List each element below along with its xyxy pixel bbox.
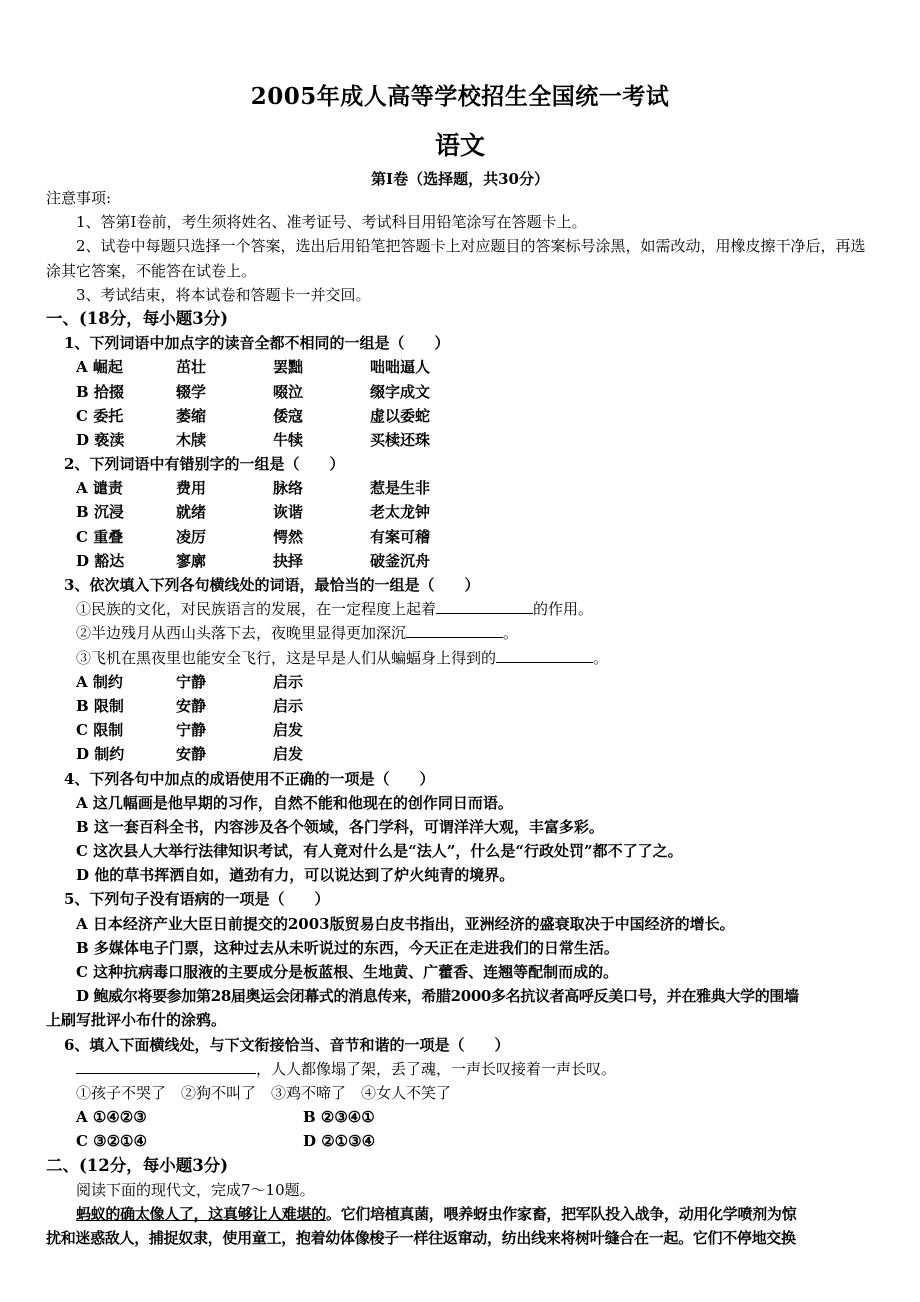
q6-options-row-1: A ①④②③ B ②③④① (76, 1108, 375, 1127)
fill-blank (496, 646, 593, 663)
q6-items: ①孩子不哭了 ②狗不叫了 ③鸡不啼了 ④女人不笑了 (76, 1083, 452, 1102)
notes-heading: 注意事项: (46, 189, 112, 207)
q5-option-a: A 日本经济产业大臣日前提交的2003版贸易白皮书指出，亚洲经济的盛衰取决于中国经济的增长。 (76, 914, 735, 933)
q3-option-d: D 制约 安静 启发 (76, 745, 304, 764)
note-item-2: 2、试卷中每题只选择一个答案，选出后用铅笔把答题卡上对应题目的答案标号涂黑，如需改动，用橡皮擦干净后，再选涂其它答案，不能答在试卷上。 (46, 237, 866, 280)
question-5-stem: 5、下列句子没有语病的一项是（ ） (64, 890, 330, 909)
q5-option-d: D 鲍威尔将要参加第28届奥运会闭幕式的消息传来，希腊2000多名抗议者高呼反美口号，并在雅典大学的围墙 (76, 987, 799, 1006)
exam-content (46, 186, 878, 1250)
q5-option-c: C 这种抗病毒口服液的主要成分是板蓝根、生地黄、广藿香、连翘等配制而成的。 (76, 963, 619, 982)
question-1-stem: 1、下列词语中加点字的读音全都不相同的一组是（ ） (64, 334, 450, 353)
q2-option-c: C 重叠 凌厉 愕然 有案可稽 (76, 527, 431, 546)
question-3-stem: 3、依次填入下列各句横线处的词语，最恰当的一组是（ ） (64, 576, 480, 595)
passage-line-1: 蚂蚁的确太像人了，这真够让人难堪的。它们培植真菌，喂养蚜虫作家畜，把军队投入战争，动用化学喷剂为惊 (76, 1204, 797, 1223)
section1-heading: 一、(18分，每小题3分) (46, 308, 229, 328)
note-item-3: 3、考试结束，将本试卷和答题卡一并交回。 (76, 285, 371, 304)
q3-option-c: C 限制 宁静 启发 (76, 721, 304, 740)
q4-option-a: A 这几幅画是他早期的习作，自然不能和他现在的创作同日而语。 (76, 793, 513, 812)
fill-blank (436, 597, 533, 614)
q4-option-d: D 他的草书挥洒自如，遒劲有力，可以说达到了炉火纯青的境界。 (76, 866, 515, 885)
fill-blank (406, 621, 503, 638)
q3-sentence-3: ③飞机在黑夜里也能安全飞行，这是早是人们从蝙蝠身上得到的 。 (46, 646, 878, 670)
section2-intro: 阅读下面的现代文，完成7～10题。 (76, 1180, 315, 1199)
q1-option-a: A 崛起 茁壮 罢黜 咄咄逼人 (76, 358, 431, 377)
question-2-stem: 2、下列词语中有错别字的一组是（ ） (64, 455, 345, 474)
question-6-stem: 6、填入下面横线处，与下文衔接恰当、音节和谐的一项是（ ） (64, 1035, 510, 1054)
q4-option-c: C 这次县人大举行法律知识考试，有人竟对什么是“法人”，什么是“行政处罚”都不了了之。 (76, 842, 683, 861)
q1-option-d: D 亵渎 木牍 牛犊 买椟还珠 (76, 430, 431, 449)
passage-line-2: 扰和迷惑敌人，捕捉奴隶，使用童工，抱着幼体像梭子一样往返窜动，纺出线来将树叶缝合在一起。它们不停地交换 (46, 1229, 796, 1248)
exam-title: 2005年成人高等学校招生全国统一考试 (250, 83, 670, 110)
subject-title: 语文 (434, 131, 485, 160)
section2-heading: 二、(12分，每小题3分) (46, 1155, 229, 1175)
q2-option-d: D 豁达 寥廓 抉择 破釜沉舟 (76, 551, 431, 570)
q2-option-a: A 谴责 费用 脉络 惹是生非 (76, 479, 431, 498)
q5-option-b: B 多媒体电子门票，这种过去从未听说过的东西，今天正在走进我们的日常生活。 (76, 938, 619, 957)
q3-option-b: B 限制 安静 启示 (76, 696, 304, 715)
fill-blank (76, 1057, 256, 1074)
q3-sentence-1: ①民族的文化，对民族语言的发展，在一定程度上起着 的作用。 (46, 597, 878, 621)
q3-sentence-2: ②半边残月从西山头落下去，夜晚里显得更加深沉 。 (46, 621, 878, 645)
q6-options-row-2: C ③②①④ D ②①③④ (76, 1132, 376, 1151)
q3-option-a: A 制约 宁静 启示 (76, 672, 304, 691)
q5-option-d-continued: 上刷写批评小布什的涂鸦。 (46, 1011, 227, 1030)
q2-option-b: B 沉浸 就绪 诙谐 老太龙钟 (76, 503, 431, 522)
question-4-stem: 4、下列各句中加点的成语使用不正确的一项是（ ） (64, 769, 435, 788)
note-item-1: 1、答第Ⅰ卷前，考生须将姓名、准考证号、考试科目用铅笔涂写在答题卡上。 (76, 213, 587, 232)
part-subtitle: 第I卷（选择题，共30分） (371, 170, 549, 188)
q1-option-c: C 委托 萎缩 倭寇 虚以委蛇 (76, 406, 431, 425)
q4-option-b: B 这一套百科全书，内容涉及各个领域，各门学科，可谓洋洋大观，丰富多彩。 (76, 817, 604, 836)
q6-blank-sentence: ，人人都像塌了架，丢了魂，一声长叹接着一声长叹。 (46, 1057, 878, 1081)
q1-option-b: B 拾掇 辍学 啜泣 缀字成文 (76, 382, 431, 401)
